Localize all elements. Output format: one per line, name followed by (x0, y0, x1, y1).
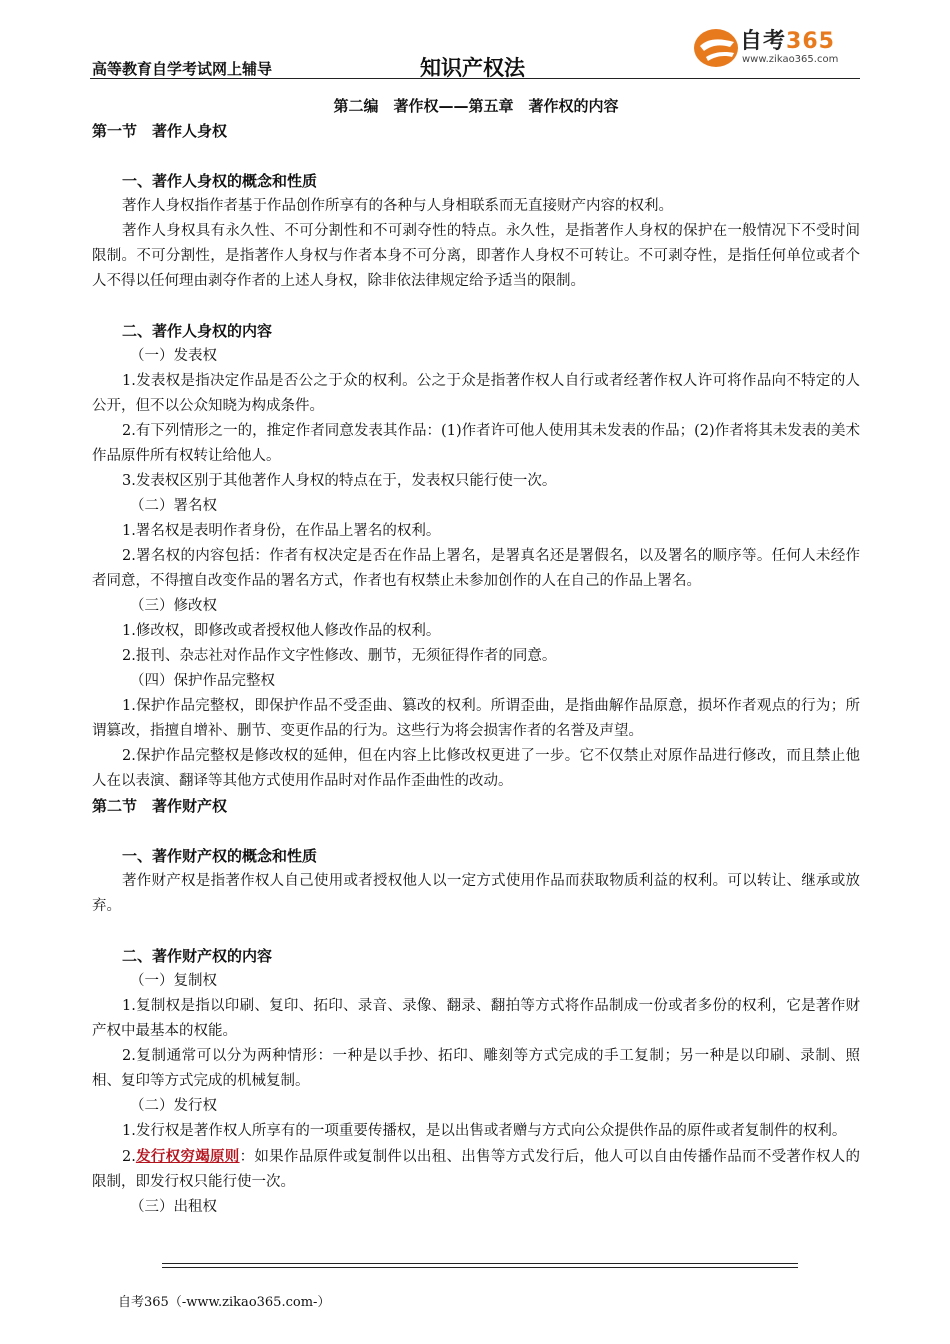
item-title: （三）修改权 (130, 598, 217, 614)
subsection-title: 二、著作人身权的内容 (122, 322, 273, 340)
paragraph: 2.报刊、杂志社对作品作文字性修改、删节，无须征得作者的同意。 (122, 648, 557, 664)
section-title: 第一节 著作人身权 (92, 122, 228, 140)
subsection-title: 一、著作人身权的概念和性质 (122, 172, 318, 190)
footer-divider-secondary (162, 1267, 798, 1268)
document-body (92, 92, 860, 1220)
paragraph: 2.署名权的内容包括：作者有权决定是否在作品上署名，是署真名还是署假名，以及署名的顺序等。任何人未经作者同意，不得擅自改变作品的署名方式，作者也有权禁止未参加创作的人在自己的作品上署名。 (92, 548, 860, 589)
paragraph: 1.署名权是表明作者身份，在作品上署名的权利。 (122, 523, 441, 539)
paragraph (92, 1144, 860, 1195)
paragraph: 著作人身权具有永久性、不可分割性和不可剥夺性的特点。永久性，是指著作人身权的保护在一般情况下不受时间限制。不可分割性，是指著作人身权与作者本身不可分离，即著作人身权不可转让。不可剥夺性，是指任何单位或者个人不得以任何理由剥夺作者的上述人身权，除非依法律规定给予适当的限制。 (92, 223, 860, 289)
paragraph: 著作财产权是指著作权人自己使用或者授权他人以一定方式使用作品而获取物质利益的权利。可以转让、继承或放弃。 (92, 873, 860, 914)
document-title: 知识产权法 (420, 56, 525, 80)
paragraph: 著作人身权指作者基于作品创作所享有的各种与人身相联系而无直接财产内容的权利。 (122, 198, 673, 214)
paragraph: 1.发表权是指决定作品是否公之于众的权利。公之于众是指著作权人自行或者经著作权人许可将作品向不特定的人公开，但不以公众知晓为构成条件。 (92, 373, 860, 414)
list-number: 2. (122, 1149, 136, 1165)
footer-divider (162, 1263, 798, 1264)
header-left-text: 高等教育自学考试网上辅导 (92, 60, 273, 78)
paragraph-text: ：如果作品原件或复制件以出租、出售等方式发行后，他人可以自由传播作品而不受著作权人的限制，即发行权只能行使一次。 (92, 1149, 861, 1190)
spacer (92, 144, 860, 169)
zikao365-logo (690, 20, 860, 75)
paragraph: 1.修改权，即修改或者授权他人修改作品的权利。 (122, 623, 441, 639)
logo-number: 365 (786, 29, 835, 54)
paragraph: 3.发表权区别于其他著作人身权的特点在于，发表权只能行使一次。 (122, 473, 557, 489)
spacer (92, 919, 860, 944)
item-title: （四）保护作品完整权 (130, 673, 275, 689)
subsection-title: 二、著作财产权的内容 (122, 947, 273, 965)
logo-wordmark (740, 24, 835, 55)
item-title: （二）署名权 (130, 498, 217, 514)
header-divider (90, 78, 860, 79)
highlighted-term-link[interactable]: 发行权穷竭原则 (135, 1148, 240, 1165)
paragraph: 2.有下列情形之一的，推定作者同意发表其作品：(1)作者许可他人使用其未发表的作品；(2)作者将其未发表的美术作品原件所有权转让给他人。 (92, 423, 860, 464)
paragraph: 1.保护作品完整权，即保护作品不受歪曲、篡改的权利。所谓歪曲，是指曲解作品原意，损坏作者观点的行为；所谓篡改，指擅自增补、删节、变更作品的行为。这些行为将会损害作者的名誉及声望。 (92, 698, 860, 739)
logo-name: 自考 (740, 29, 787, 54)
subsection-title: 一、著作财产权的概念和性质 (122, 847, 318, 865)
paragraph: 2.保护作品完整权是修改权的延伸，但在内容上比修改权更进了一步。它不仅禁止对原作品进行修改，而且禁止他人在以表演、翻译等其他方式使用作品时对作品作歪曲性的改动。 (92, 748, 860, 789)
item-title: （一）复制权 (130, 973, 217, 989)
chapter-title: 第二编 著作权——第五章 著作权的内容 (333, 97, 619, 115)
footer-text: 自考365（-www.zikao365.com-） (118, 1295, 331, 1310)
item-title: （三）出租权 (130, 1199, 217, 1215)
paragraph: 1.发行权是著作权人所享有的一项重要传播权，是以出售或者赠与方式向公众提供作品的原件或者复制件的权利。 (122, 1123, 847, 1139)
paragraph: 2.复制通常可以分为两种情形：一种是以手抄、拓印、雕刻等方式完成的手工复制；另一种是以印刷、录制、照相、复印等方式完成的机械复制。 (92, 1048, 860, 1089)
spacer (92, 819, 860, 844)
item-title: （一）发表权 (130, 348, 217, 364)
paragraph: 1.复制权是指以印刷、复印、拓印、录音、录像、翻录、翻拍等方式将作品制成一份或者多份的权利，它是著作财产权中最基本的权能。 (92, 998, 860, 1039)
logo-url: www.zikao365.com (742, 54, 839, 65)
logo-mark-icon (690, 24, 742, 70)
section-title: 第二节 著作财产权 (92, 797, 228, 815)
spacer (92, 294, 860, 319)
item-title: （二）发行权 (130, 1098, 217, 1114)
